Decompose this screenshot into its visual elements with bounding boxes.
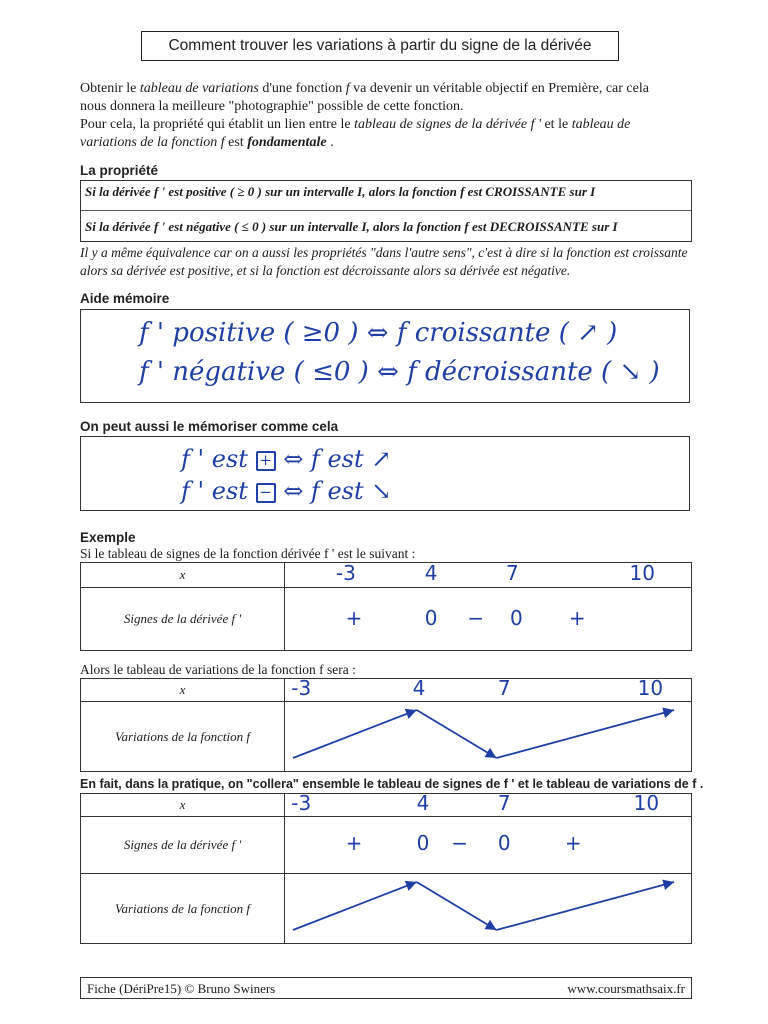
- memo-line-1-left: f ' est: [181, 445, 248, 473]
- variations-arrows: [285, 874, 691, 938]
- intro-text: .: [326, 135, 334, 150]
- intro-text: Pour cela, la propriété qui établit un lien entre le: [80, 117, 355, 132]
- memo-box: [80, 436, 690, 511]
- signes-label-cell: [81, 588, 285, 651]
- sign-value: −: [467, 606, 485, 630]
- aide-heading: Aide mémoire: [80, 291, 170, 306]
- minus-box-icon: −: [256, 483, 276, 503]
- table-row: [81, 702, 692, 772]
- intro-line-3: [80, 116, 710, 134]
- x-values-cell: [285, 791, 692, 817]
- intro-italic: tableau de: [571, 117, 631, 132]
- intro-line-4: [80, 134, 710, 152]
- intro-text: va devenir un véritable objectif en Première, car cela: [349, 81, 649, 96]
- x-value: -3: [291, 791, 312, 815]
- aide-line-2-right: f décroissante ( ↘ ): [407, 357, 660, 387]
- memo-line-1: [181, 445, 391, 473]
- variations-arrows-cell: [285, 874, 692, 944]
- x-value: 4: [412, 676, 426, 700]
- table-row: [81, 588, 692, 651]
- intro-text: est: [224, 135, 248, 150]
- signes-label: Signes de la dérivée f ': [123, 837, 242, 852]
- variations-label: Variations de la fonction f: [114, 900, 251, 916]
- table-row: [81, 563, 692, 588]
- propriete-note: Il y a même équivalence car on a aussi les propriétés "dans l'autre sens", c'est à dire si la fonction est croissante alors sa dérivée est positive, et si la fonction est décroissante alors sa dérivée est négative.: [80, 245, 688, 278]
- x-value: 7: [497, 676, 511, 700]
- variations-label-cell: [81, 702, 285, 772]
- propriete-line-2: Si la dérivée f ' est négative ( ≤ 0 ) sur un intervalle I, alors la fonction f est DECROISSANTE sur I: [85, 219, 618, 234]
- x-value: 4: [424, 561, 438, 585]
- intro-italic: tableau de variations: [139, 81, 259, 96]
- arrow-down-icon: [417, 882, 497, 930]
- variations-label: Variations de la fonction f: [114, 728, 251, 744]
- aide-line-1: [139, 318, 617, 348]
- x-label: x: [179, 797, 186, 812]
- arrow-up-icon: [293, 710, 417, 758]
- x-value: 10: [637, 676, 664, 700]
- intro-text: Obtenir le: [80, 81, 140, 96]
- intro-italic: tableau de signes de la dérivée f ': [354, 117, 541, 132]
- propriete-divider: [81, 210, 691, 211]
- sign-value: +: [564, 831, 582, 855]
- intro-italic: f: [220, 135, 225, 150]
- sign-value: +: [568, 606, 586, 630]
- plus-box-icon: +: [256, 451, 276, 471]
- x-value: 7: [497, 791, 511, 815]
- signes-values-cell: [285, 817, 692, 874]
- x-value: -3: [291, 676, 312, 700]
- aide-line-2: [139, 357, 660, 387]
- intro-italic: f: [345, 81, 350, 96]
- x-value: 10: [629, 561, 655, 585]
- memo-line-2-left: f ' est: [181, 477, 248, 505]
- x-label-cell: [81, 794, 285, 817]
- footer-website: www.coursmathsaix.fr: [567, 981, 685, 996]
- sign-value: +: [345, 606, 363, 630]
- propriete-heading: La propriété: [80, 163, 159, 178]
- x-values-cell: [285, 676, 692, 702]
- page-title: [141, 31, 619, 61]
- variations-arrows: [285, 702, 691, 766]
- x-label-cell: [81, 679, 285, 702]
- signes-label-cell: [81, 817, 285, 874]
- x-label-cell: [81, 563, 285, 588]
- table-signes: [80, 562, 692, 651]
- aide-line-1-right: f croissante ( ↗ ): [396, 318, 618, 348]
- table-row: [81, 874, 692, 944]
- table-row: [81, 817, 692, 874]
- arrow-up-icon: [496, 882, 674, 930]
- intro-paragraph: [80, 80, 710, 152]
- table-row: [81, 794, 692, 817]
- x-value: -3: [335, 561, 356, 585]
- footer: [80, 977, 692, 999]
- intro-text: d'une fonction: [258, 81, 346, 96]
- aide-box: [80, 309, 690, 403]
- intro-italic: variations de la fonction: [80, 135, 221, 150]
- arrow-up-icon: [293, 882, 417, 930]
- table-row: [81, 679, 692, 702]
- sign-value: +: [345, 831, 363, 855]
- aide-line-2-left: f ' négative ( ≤0 ) ⇔: [139, 357, 408, 387]
- x-values-cell: [285, 563, 692, 588]
- memo-line-1-right: ⇔ f est ↗: [283, 445, 392, 473]
- arrow-up-icon: [496, 710, 674, 758]
- table-combined: [80, 793, 692, 944]
- x-label: x: [179, 682, 186, 697]
- propriete-line-1: Si la dérivée f ' est positive ( ≥ 0 ) sur un intervalle I, alors la fonction f est CROISSANTE sur I: [85, 184, 596, 199]
- sign-value: −: [451, 831, 468, 855]
- signes-values-cell: [285, 588, 692, 651]
- x-value: 10: [633, 791, 660, 815]
- table-variations: [80, 678, 692, 772]
- sign-value: 0: [416, 831, 430, 855]
- memo-heading: On peut aussi le mémoriser comme cela: [80, 419, 339, 434]
- sign-value: 0: [510, 606, 523, 630]
- arrow-down-icon: [417, 710, 497, 758]
- aide-line-1-left: f ' positive ( ≥0 ) ⇔: [139, 318, 397, 348]
- title-text: Comment trouver les variations à partir du signe de la dérivée: [168, 37, 592, 54]
- footer-credit: Fiche (DériPre15) © Bruno Swiners: [87, 981, 276, 996]
- intro-line-2: nous donnera la meilleure "photographie" possible de cette fonction.: [80, 99, 464, 114]
- sign-value: 0: [497, 831, 511, 855]
- exemple-intro: Si le tableau de signes de la fonction dérivée f ' est le suivant :: [80, 546, 416, 561]
- propriete-box: [80, 180, 692, 242]
- x-label: x: [179, 567, 186, 582]
- sign-value: 0: [424, 606, 438, 630]
- memo-line-2: [181, 477, 391, 505]
- memo-line-2-right: ⇔ f est ↘: [283, 477, 392, 505]
- x-value: 7: [505, 561, 519, 585]
- alors-text: Alors le tableau de variations de la fonction f sera :: [80, 662, 356, 677]
- intro-text: et le: [540, 117, 572, 132]
- x-value: 4: [416, 791, 430, 815]
- intro-line-1: [80, 80, 710, 98]
- variations-arrows-cell: [285, 702, 692, 772]
- intro-bold-italic: fondamentale: [247, 135, 327, 150]
- signes-label: Signes de la dérivée f ': [123, 611, 242, 626]
- exemple-heading: Exemple: [80, 530, 136, 545]
- en-fait-text: En fait, dans la pratique, on "collera" ensemble le tableau de signes de f ' et le tableau de variations de f .: [80, 777, 704, 791]
- variations-label-cell: [81, 874, 285, 944]
